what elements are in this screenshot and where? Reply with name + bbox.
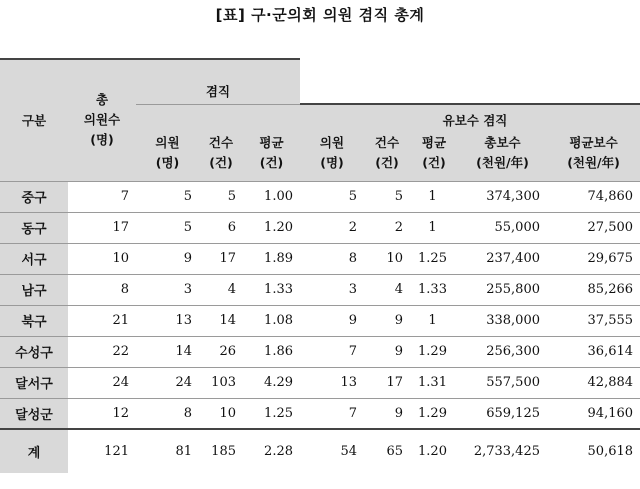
cell-paid-count: 2 [364, 212, 410, 243]
cell-paid-count: 9 [364, 305, 410, 336]
row-label: 달서구 [0, 367, 68, 398]
cell-concurrent-members: 8 [136, 398, 199, 429]
header-count-2: 건수 (건) [364, 104, 410, 181]
header-paid-concurrent: 유보수 겸직 [442, 113, 508, 128]
cell-total-pay: 338,000 [458, 305, 547, 336]
cell-concurrent-avg: 1.20 [243, 212, 300, 243]
header-members-1: 의원 (명) [136, 104, 199, 181]
cell-concurrent-avg: 1.00 [243, 181, 300, 212]
cell-paid-avg: 1.31 [410, 367, 458, 398]
cell-concurrent-count: 6 [199, 212, 243, 243]
cell-avg-pay: 36,614 [547, 336, 640, 367]
cell-concurrent-avg: 1.25 [243, 398, 300, 429]
total-row [0, 429, 640, 473]
concurrent-jobs-table [0, 58, 640, 473]
row-label: 달성군 [0, 398, 68, 429]
cell-members: 10 [68, 243, 136, 274]
header-members-2: 유보수 겸직 의원 (명) [300, 104, 364, 181]
cell-concurrent-avg: 4.29 [243, 367, 300, 398]
cell-concurrent-avg: 1.33 [243, 274, 300, 305]
header-total-members: 총 의원수 (명) [68, 59, 136, 181]
cell-paid-members: 54 [300, 429, 364, 473]
cell-paid-avg: 1.25 [410, 243, 458, 274]
row-label: 수성구 [0, 336, 68, 367]
cell-members: 7 [68, 181, 136, 212]
cell-members: 8 [68, 274, 136, 305]
cell-concurrent-count: 14 [199, 305, 243, 336]
cell-concurrent-count: 17 [199, 243, 243, 274]
header-total-pay: 총보수 (천원/年) [458, 104, 547, 181]
table-title: [표] 구·군의회 의원 겸직 총계 [215, 6, 425, 24]
cell-paid-members: 7 [300, 398, 364, 429]
cell-total-pay: 374,300 [458, 181, 547, 212]
cell-paid-count: 4 [364, 274, 410, 305]
cell-avg-pay: 42,884 [547, 367, 640, 398]
table-row [0, 274, 640, 305]
cell-members: 121 [68, 429, 136, 473]
cell-concurrent-count: 5 [199, 181, 243, 212]
header-gap [300, 59, 640, 104]
cell-paid-members: 5 [300, 181, 364, 212]
cell-avg-pay: 27,500 [547, 212, 640, 243]
row-label: 중구 [0, 181, 68, 212]
cell-avg-pay: 94,160 [547, 398, 640, 429]
header-average-pay: 평균보수 (천원/年) [547, 104, 640, 181]
cell-paid-avg: 1 [410, 181, 458, 212]
cell-paid-avg: 1 [410, 305, 458, 336]
table-body [0, 181, 640, 473]
cell-total-pay: 256,300 [458, 336, 547, 367]
cell-concurrent-members: 81 [136, 429, 199, 473]
cell-concurrent-members: 3 [136, 274, 199, 305]
cell-members: 24 [68, 367, 136, 398]
table-row [0, 336, 640, 367]
cell-paid-members: 3 [300, 274, 364, 305]
table-row [0, 181, 640, 212]
cell-concurrent-count: 185 [199, 429, 243, 473]
row-label: 남구 [0, 274, 68, 305]
cell-paid-count: 5 [364, 181, 410, 212]
row-label: 계 [0, 429, 68, 473]
table-row [0, 243, 640, 274]
cell-members: 17 [68, 212, 136, 243]
cell-paid-avg: 1.33 [410, 274, 458, 305]
cell-paid-members: 9 [300, 305, 364, 336]
table-row [0, 398, 640, 429]
row-label: 동구 [0, 212, 68, 243]
cell-paid-members: 13 [300, 367, 364, 398]
row-label: 북구 [0, 305, 68, 336]
header-count-1: 건수 (건) [199, 104, 243, 181]
cell-concurrent-members: 24 [136, 367, 199, 398]
cell-concurrent-members: 14 [136, 336, 199, 367]
cell-paid-members: 7 [300, 336, 364, 367]
cell-members: 22 [68, 336, 136, 367]
cell-avg-pay: 85,266 [547, 274, 640, 305]
cell-total-pay: 237,400 [458, 243, 547, 274]
cell-paid-count: 17 [364, 367, 410, 398]
cell-concurrent-members: 5 [136, 181, 199, 212]
cell-concurrent-members: 13 [136, 305, 199, 336]
table-row [0, 305, 640, 336]
row-label: 서구 [0, 243, 68, 274]
cell-total-pay: 55,000 [458, 212, 547, 243]
cell-concurrent-members: 5 [136, 212, 199, 243]
header-concurrent: 겸직 [136, 59, 300, 104]
cell-paid-count: 10 [364, 243, 410, 274]
cell-paid-avg: 1 [410, 212, 458, 243]
cell-concurrent-avg: 1.86 [243, 336, 300, 367]
cell-concurrent-count: 26 [199, 336, 243, 367]
header-average-1: 평균 (건) [243, 104, 300, 181]
cell-paid-members: 8 [300, 243, 364, 274]
cell-total-pay: 557,500 [458, 367, 547, 398]
cell-members: 21 [68, 305, 136, 336]
cell-concurrent-members: 9 [136, 243, 199, 274]
cell-paid-avg: 1.20 [410, 429, 458, 473]
cell-paid-count: 9 [364, 398, 410, 429]
table-row [0, 367, 640, 398]
header-district: 구분 [0, 59, 68, 181]
cell-concurrent-count: 10 [199, 398, 243, 429]
cell-concurrent-avg: 2.28 [243, 429, 300, 473]
cell-concurrent-count: 103 [199, 367, 243, 398]
header-average-2: 평균 (건) [410, 104, 458, 181]
cell-paid-count: 9 [364, 336, 410, 367]
cell-avg-pay: 37,555 [547, 305, 640, 336]
cell-concurrent-count: 4 [199, 274, 243, 305]
cell-total-pay: 255,800 [458, 274, 547, 305]
cell-paid-members: 2 [300, 212, 364, 243]
cell-avg-pay: 29,675 [547, 243, 640, 274]
cell-avg-pay: 50,618 [547, 429, 640, 473]
cell-paid-count: 65 [364, 429, 410, 473]
cell-concurrent-avg: 1.89 [243, 243, 300, 274]
table-row [0, 212, 640, 243]
cell-members: 12 [68, 398, 136, 429]
cell-paid-avg: 1.29 [410, 398, 458, 429]
cell-total-pay: 659,125 [458, 398, 547, 429]
cell-paid-avg: 1.29 [410, 336, 458, 367]
cell-total-pay: 2,733,425 [458, 429, 547, 473]
cell-concurrent-avg: 1.08 [243, 305, 300, 336]
cell-avg-pay: 74,860 [547, 181, 640, 212]
